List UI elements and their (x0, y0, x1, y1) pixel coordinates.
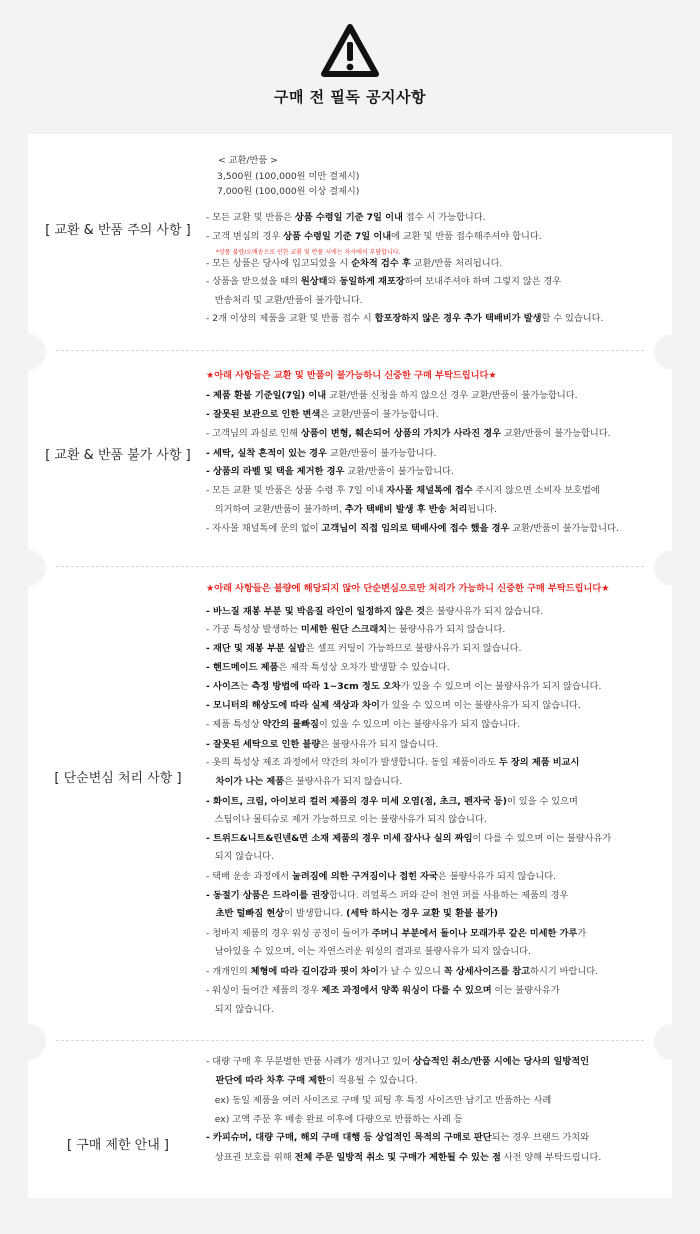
body-text: 은 제작 특성상 오차가 발생할 수 있습니다. (278, 662, 450, 673)
notice-line (206, 370, 497, 382)
body-text: 하여 보내주셔야 하며 그렇지 않은 경우 (404, 276, 562, 287)
emphasis-text: 고객님이 직접 임의로 택배사에 접수 했을 경우 (321, 523, 510, 534)
emphasis-text: - 재단 및 재봉 부분 실밥 (206, 643, 306, 654)
notice-line (206, 1095, 551, 1107)
emphasis-text: - 핸드메이드 제품 (206, 662, 279, 673)
body-text: 교환/반품 신청을 하지 않으신 경우 교환/반품이 불가능합니다. (326, 390, 578, 401)
notice-line (206, 1152, 601, 1164)
notice-line (206, 313, 603, 325)
notice-line (206, 719, 520, 731)
emphasis-text: - 바느질 재봉 부분 및 박음질 라인이 일정하지 않은 것 (206, 606, 425, 617)
emphasis-text: - 사이즈 (206, 681, 240, 692)
notice-line (206, 643, 521, 655)
body-text: ex) 고액 주문 후 배송 완료 이후에 다량으로 반품하는 사례 등 (206, 1114, 463, 1125)
body-text: - 청바지 제품의 경우 워싱 공정이 들어가 (206, 928, 372, 939)
emphasis-text: 판단에 따라 차후 구매 제한 (206, 1075, 327, 1086)
body-text: 는 (239, 681, 252, 692)
body-text: - 개개인의 (206, 966, 251, 977)
emphasis-text: 차이가 나는 제품 (206, 776, 285, 787)
notice-line (206, 212, 486, 224)
body-text: 는 불량사유가 되지 않습니다. (387, 624, 506, 635)
emphasis-text: 약간의 물빠짐 (262, 719, 319, 730)
notice-line (206, 1004, 274, 1016)
body-text: 합니다. 리얼폭스 퍼와 같이 천연 퍼를 사용하는 제품의 경우 (329, 890, 569, 901)
emphasis-text: 초반 털빠짐 현상 (206, 908, 285, 919)
notice-line (206, 295, 363, 307)
body-text: - 고객 변심의 경우 (206, 231, 284, 242)
emphasis-text: 제조 과정에서 양쪽 워싱이 다를 수 있으며 (321, 985, 492, 996)
notice-line (206, 700, 581, 712)
emphasis-text: - 잘못된 보관으로 인한 변색 (206, 409, 321, 420)
notice-line (206, 739, 438, 751)
page-title: 구매 전 필독 공지사항 (273, 88, 427, 106)
notice-line (206, 1132, 589, 1144)
body-text: 주시지 않으면 소비자 보호법에 (472, 485, 600, 496)
section-label: [ 구매 제한 안내 ] (66, 1138, 170, 1153)
body-text: - 모든 교환 및 반품은 (206, 212, 295, 223)
notice-line (206, 946, 531, 958)
notice-line (206, 624, 505, 636)
notice-line (206, 908, 498, 920)
body-text: 가 (577, 928, 587, 939)
emphasis-text: 두 장의 제품 비교시 (498, 757, 580, 768)
notice-line (206, 833, 611, 845)
emphasis-text: - 트위드&니트&린넨&면 소재 제품의 경우 미세 잡사나 실의 짜임 (206, 833, 473, 844)
section-label: [ 단순변심 처리 사항 ] (54, 771, 182, 786)
body-text: - 택배 운송 과정에서 (206, 871, 292, 882)
body-text: - 대량 구매 후 무분별한 반품 사례가 생겨나고 있어 (206, 1056, 414, 1067)
notice-line (206, 890, 568, 902)
emphasis-text: 전체 주문 일방적 취소 및 구매가 제한될 수 있는 점 (294, 1152, 501, 1163)
page-header (0, 0, 700, 130)
card-notch-left (10, 550, 46, 586)
emphasis-text: - 화이트, 크림, 아이보리 컬러 제품의 경우 미세 오염(점, 초크, 펜자국 등) (206, 796, 507, 807)
emphasis-text: - 동절기 상품은 드라이를 권장 (206, 890, 330, 901)
emphasis-text: 꼭 상세사이즈를 참고 (443, 966, 531, 977)
body-text: 이는 불량사유가 (491, 985, 560, 996)
warning-triangle-icon (319, 22, 381, 80)
body-text: - 제품 특성상 (206, 719, 263, 730)
notice-line (206, 276, 561, 288)
body-text: ★아래 사항들은 교환 및 반품이 불가능하니 신중한 구매 부탁드립니다★ (206, 370, 497, 381)
body-text: 이 발생합니다. (284, 908, 347, 919)
emphasis-text: - 모니터의 해상도에 따라 실제 색상과 차이 (206, 700, 380, 711)
body-text: 가 날 수 있으니 (378, 966, 444, 977)
notice-line (206, 606, 543, 618)
card-notch-left (10, 1024, 46, 1060)
body-text: 은 교환/반품이 불가능합니다. (320, 409, 439, 420)
emphasis-text: 합포장하지 않은 경우 추가 택배비가 발생 (374, 313, 542, 324)
notice-line (206, 966, 598, 978)
emphasis-text: 눌려짐에 의한 구겨짐이나 접힌 자국 (292, 871, 438, 882)
body-text: - 자사몰 채널톡에 문의 없이 (206, 523, 322, 534)
card-notch-left (10, 334, 46, 370)
body-text: 남아있을 수 있으며, 이는 자연스러운 워싱의 결과로 불량사유가 되지 않습니다. (206, 946, 531, 957)
emphasis-text: (세탁 하시는 경우 교환 및 환불 불가) (346, 908, 498, 919)
emphasis-text: - 상품의 라벨 및 택을 제거한 경우 (206, 466, 345, 477)
body-text: 가 있을 수 있으며 이는 불량사유가 되지 않습니다. (379, 700, 581, 711)
notice-line (206, 1075, 418, 1087)
body-text: 은 불량사유가 되지 않습니다. (320, 739, 439, 750)
emphasis-text: - 세탁, 실착 흔적이 있는 경우 (206, 448, 327, 459)
card-notch-right (654, 550, 690, 586)
body-text: 에 교환 및 반품 접수해주셔야 합니다. (391, 231, 542, 242)
body-text: 교환/반품이 불가능합니다. (509, 523, 619, 534)
notice-line (206, 776, 402, 788)
emphasis-text: 상습적인 취소/반품 시에는 당사의 일방적인 (413, 1056, 590, 1067)
body-text: 와 (327, 276, 340, 287)
emphasis-text: - 잘못된 세탁으로 인한 불량 (206, 739, 321, 750)
notice-line (206, 409, 439, 421)
body-text: 가 있을 수 있으며 이는 불량사유가 되지 않습니다. (400, 681, 602, 692)
emphasis-text: 미세한 원단 스크래치 (300, 624, 388, 635)
section-label: [ 교환 & 반품 불가 사항 ] (45, 448, 191, 463)
body-text: 교환/반품이 불가능합니다. (326, 448, 437, 459)
body-text: 이 있을 수 있으며 이는 불량사유가 되지 않습니다. (318, 719, 520, 730)
notice-line (206, 466, 454, 478)
emphasis-text: 추가 택배비 발생 후 반송 처리 (344, 504, 468, 515)
emphasis-text: 원상태 (300, 276, 328, 287)
body-text: 이 있을 수 있으며 (506, 796, 578, 807)
notice-line (206, 662, 450, 674)
card-notch-right (654, 1024, 690, 1060)
body-text: - 워싱이 들어간 제품의 경우 (206, 985, 322, 996)
body-text: - 모든 교환 및 반품은 상품 수령 후 7일 이내 (206, 485, 387, 496)
notice-line (206, 1056, 589, 1068)
notice-line (206, 448, 436, 460)
notice-line (206, 757, 579, 769)
section-divider (56, 566, 644, 567)
section-divider (56, 350, 644, 351)
notice-line (206, 985, 560, 997)
section-label: [ 교환 & 반품 주의 사항 ] (45, 223, 191, 238)
body-text: 교환/반품이 불가능합니다. (501, 428, 611, 439)
body-text: *상품 불량/오배송으로 인한 교환 및 반품 시에는 자사에서 부담합니다. (216, 249, 401, 256)
emphasis-text: - 카피슈머, 대량 구매, 해외 구매 대행 등 상업적인 목적의 구매로 판단 (206, 1132, 492, 1143)
emphasis-text: 측정 방법에 따라 1~3cm 정도 오차 (251, 681, 401, 692)
body-text: 은 셀프 커팅이 가능하므로 불량사유가 되지 않습니다. (305, 643, 522, 654)
card-notch-right (654, 334, 690, 370)
body-text: - 가공 특성상 발생하는 (206, 624, 301, 635)
emphasis-text: 상품 수령일 기준 7일 이내 (294, 212, 403, 223)
body-text: 이 적용될 수 있습니다. (326, 1075, 418, 1086)
body-text: 이 다를 수 있으며 이는 불량사유가 (472, 833, 612, 844)
body-text: 은 불량사유가 되지 않습니다. (437, 871, 557, 882)
body-text: 하시기 바랍니다. (530, 966, 599, 977)
emphasis-text: 동일하게 재포장 (339, 276, 405, 287)
notice-line (206, 928, 586, 940)
fee-heading: < 교환/반품 > (218, 155, 278, 166)
notice-line (206, 485, 600, 497)
body-text: 접수 시 가능합니다. (402, 212, 486, 223)
body-text: 은 불량사유가 되지 않습니다. (284, 776, 403, 787)
body-text: 되는 경우 브랜드 가치와 (491, 1132, 590, 1143)
fee-line: 3,500원 (100,000원 미만 결제시) (217, 171, 360, 182)
fee-line: 7,000원 (100,000원 이상 결제시) (217, 186, 360, 197)
notice-line (206, 523, 619, 535)
body-text: 스팀이나 물티슈로 제거 가능하므로 이는 불량사유가 되지 않습니다. (206, 814, 487, 825)
body-text: 반송처리 및 교환/반품이 불가합니다. (206, 295, 363, 306)
notice-line (206, 871, 556, 883)
notice-line (206, 796, 578, 808)
body-text: 상표권 보호를 위해 (206, 1152, 295, 1163)
notice-line (206, 681, 601, 693)
body-text: 사전 양해 부탁드립니다. (500, 1152, 602, 1163)
body-text: 되지 않습니다. (206, 1004, 274, 1015)
body-text: - 옷의 특성상 제조 과정에서 약간의 차이가 발생합니다. 동일 제품이라도 (206, 757, 499, 768)
body-text: 교환/반품이 불가능합니다. (344, 466, 454, 477)
emphasis-text: - 제품 환불 기준일(7일) 이내 (206, 390, 327, 401)
body-text: 되지 않습니다. (206, 851, 274, 862)
notice-line (206, 390, 578, 402)
notice-card (28, 134, 672, 1198)
notice-line (206, 814, 487, 826)
body-text: ★아래 사항들은 불량에 해당되지 않아 단순변심으로만 처리가 가능하니 신중한 구매 부탁드립니다★ (206, 583, 610, 594)
body-text: - 상품을 받으셨을 때의 (206, 276, 301, 287)
notice-line (216, 249, 400, 257)
section-divider (56, 1040, 644, 1041)
notice-line (206, 504, 497, 516)
emphasis-text: 순차적 검수 후 (351, 258, 411, 269)
body-text: 됩니다. (467, 504, 497, 515)
body-text: 은 불량사유가 되지 않습니다. (424, 606, 544, 617)
body-text: 할 수 있습니다. (541, 313, 604, 324)
emphasis-text: 상품이 변형, 훼손되어 상품의 가치가 사라진 경우 (300, 428, 502, 439)
notice-line (206, 428, 611, 440)
notice-line (206, 1114, 463, 1126)
emphasis-text: 자사몰 채널톡에 접수 (386, 485, 473, 496)
body-text: ex) 동일 제품을 여러 사이즈로 구매 및 피팅 후 특정 사이즈만 남기고 반품하는 사례 (206, 1095, 552, 1106)
notice-line (206, 258, 502, 270)
body-text: - 2개 이상의 제품을 교환 및 반품 접수 시 (206, 313, 375, 324)
body-text: - 고객님의 과실로 인해 (206, 428, 301, 439)
notice-line (206, 583, 609, 595)
emphasis-text: 체형에 따라 길이감과 핏이 차이 (250, 966, 379, 977)
emphasis-text: 상품 수령일 기준 7일 이내 (283, 231, 392, 242)
notice-line (206, 851, 274, 863)
body-text: 의거하여 교환/반품이 불가하며, (206, 504, 345, 515)
body-text: - 모든 상품은 당사에 입고되었을 시 (206, 258, 352, 269)
notice-line (206, 231, 542, 243)
body-text: 교환/반품 처리됩니다. (410, 258, 503, 269)
emphasis-text: 주머니 부분에서 돌이나 모래가루 같은 미세한 가루 (371, 928, 578, 939)
